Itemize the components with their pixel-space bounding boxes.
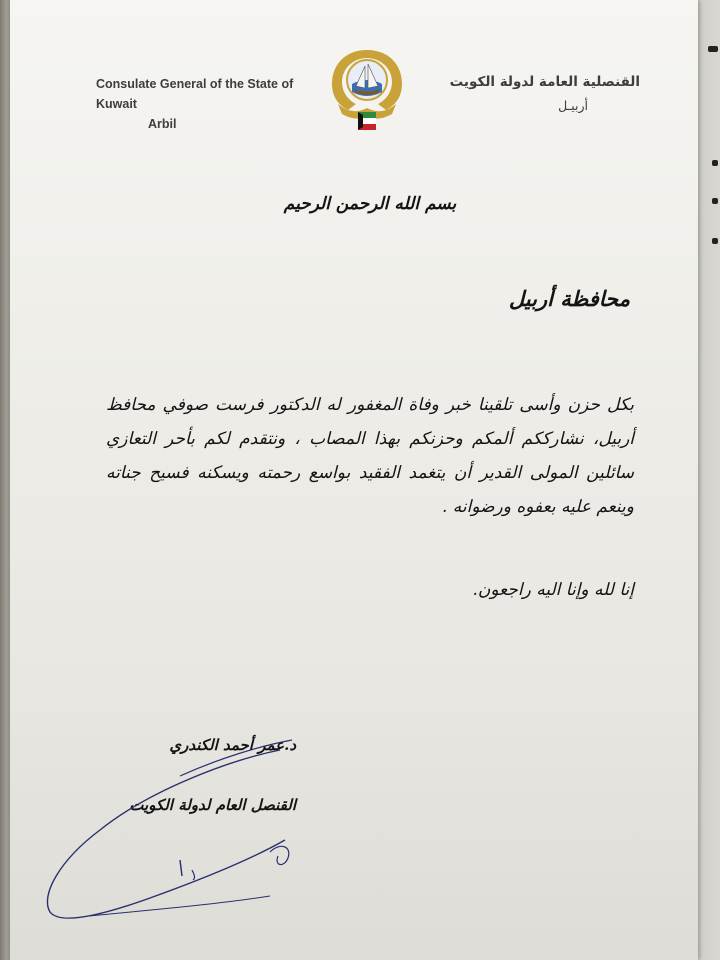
- underlying-ink-mark: [712, 198, 718, 204]
- addressee: محافظة أربيل: [508, 286, 630, 311]
- kuwait-emblem-icon: [328, 46, 406, 138]
- letterhead-arabic: [440, 70, 640, 118]
- underlying-ink-mark: [712, 160, 718, 166]
- letter-page: [10, 0, 698, 960]
- city-en: Arbil: [148, 117, 177, 131]
- signatory-title: القنصل العام لدولة الكويت: [129, 796, 296, 814]
- letter-body: بكل حزن وأسى تلقينا خبر وفاة المغفور له الدكتور فرست صوفي محافظ أربيل، نشارككم ألمكم وحزنكم بهذا المصاب ، ونتقدم لكم بأحر التعازي سائلين المولى القدير أن يتغمد الفقيد بواسع رحمته ويسكنه فسيح جناته وينعم عليه بعفوه ورضوانه .: [106, 395, 634, 517]
- handwritten-signature: [30, 720, 330, 930]
- consulate-name-en: Consulate General of the State of Kuwait: [96, 77, 294, 111]
- signatory-name: د.عمر أحمد الكندري: [169, 736, 296, 754]
- consulate-name-ar: القنصلية العامة لدولة الكويت: [449, 74, 640, 90]
- basmala: بسم الله الرحمن الرحيم: [283, 194, 457, 214]
- letter-closing: إنا لله وإنا اليه راجعون.: [472, 580, 634, 600]
- letterhead-english: [96, 74, 296, 134]
- city-ar: أربيـل: [558, 98, 588, 113]
- underlying-ink-mark: [708, 46, 718, 52]
- underlying-ink-mark: [712, 238, 718, 244]
